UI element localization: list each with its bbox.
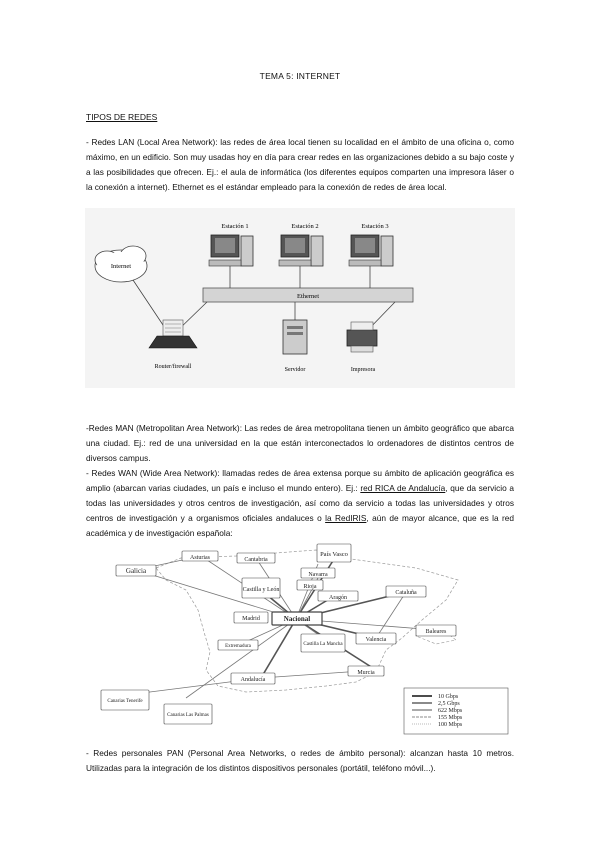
keyboard-icon [209,260,241,266]
label-navarra: Navarra [308,572,328,578]
bandwidth-legend [404,688,508,734]
label-extremadura: Extremadura [225,644,251,649]
label-castilla-mancha: Castilla La Mancha [303,642,343,647]
label-nacional: Nacional [283,615,311,623]
pan-paragraph: - Redes personales PAN (Personal Area Networks, o redes de ámbito personal): alcanzan hasta 10 metros. Utilizadas para la integración de los distintos dispositivos personales (portátil, teléfono móvil...). [86,748,514,773]
ethernet-label: Ethernet [296,293,320,300]
man-paragraph: -Redes MAN (Metropolitan Area Network): Las redes de área metropolitana tienen un ámbito geográfico que abarca una ciudad. Ej.: red de una universidad en la que están interconectados lo ordenadores de distintos centros de diversos campus. [86,423,514,463]
legend-622mbps: 622 Mbps [438,708,463,714]
printer-label: Impresora [350,367,376,373]
label-rioja: Rioja [303,584,317,590]
lan-diagram [85,208,515,388]
label-galicia: Galicia [125,567,147,575]
internet-label: Internet [110,263,132,270]
station-label-3: Estación 3 [361,223,389,230]
station-label-2: Estación 2 [291,223,319,230]
wan-paragraph [86,466,514,541]
wan-text-middle: , que da servicio a todas las universidades y otros centros de investigación, así como da servicio a todas las universidades y otros centros de investigación y a organismos oficiales andaluces o [86,483,514,523]
lan-paragraph: - Redes LAN (Local Area Network): las redes de área local tienen su localidad en el ámbito de una oficina o, como máximo, en un edificio. Son muy usadas hoy en día para crear redes en las organizaciones debido a su bajo coste y a las posibilidades que ofrecen. Ej.: el aula de informática (los diferentes equipos comparten una impresora láser o la conexión a internet). Ethernet es el estándar empleado para la conexión de redes de área local. [86,137,514,192]
label-cataluna: Cataluña [395,590,417,596]
label-canarias-tenerife: Canarias Tenerife [107,699,143,704]
server-icon [283,320,307,354]
rediris-network-map [86,540,514,735]
label-madrid: Madrid [242,616,260,622]
label-canarias-palmas: Canarias Las Palmas [167,713,209,718]
secondary-links [126,556,436,698]
page-title: TEMA 5: INTERNET [259,71,341,81]
rica-link[interactable]: red RICA de Andalucía [360,483,446,493]
wan-text-before: - Redes WAN (Wide Area Network): llamadas redes de área extensa porque su ámbito de aplicación geográfica es amplio (abarcan varias ciudades, un país e incluso el mundo entero). Ej.: [86,468,514,493]
wan-text-after: , aún de mayor alcance, que es la red académica y de investigación española: [86,513,515,538]
label-valencia: Valencia [365,637,387,643]
label-murcia: Murcia [357,670,375,676]
label-asturias: Asturias [190,555,210,561]
legend-155mbps: 155 Mbps [438,715,463,721]
tower-icon [381,236,393,266]
printer-icon [347,322,377,352]
router-label: Router/firewall [154,364,192,370]
legend-100mbps: 100 Mbps [438,722,463,728]
label-castilla-leon: Castilla y León [242,587,280,593]
keyboard-icon [279,260,311,266]
legend-10gbps: 10 Gbps [438,694,459,700]
rediris-link[interactable]: la RedIRIS [325,513,367,523]
station-label-1: Estación 1 [221,223,249,230]
network-nodes [101,544,456,724]
server-label: Servidor [284,367,306,373]
label-pais-vasco: País Vasco [320,551,348,558]
label-baleares: Baleares [425,629,447,635]
tower-icon [241,236,253,266]
label-aragon: Aragón [329,595,347,601]
label-cantabria: Cantabria [244,557,268,563]
label-andalucia: Andalucía [240,677,266,683]
section-heading: TIPOS DE REDES [86,112,158,122]
tower-icon [311,236,323,266]
keyboard-icon [349,260,381,266]
legend-2-5gbps: 2,5 Gbps [438,701,460,707]
